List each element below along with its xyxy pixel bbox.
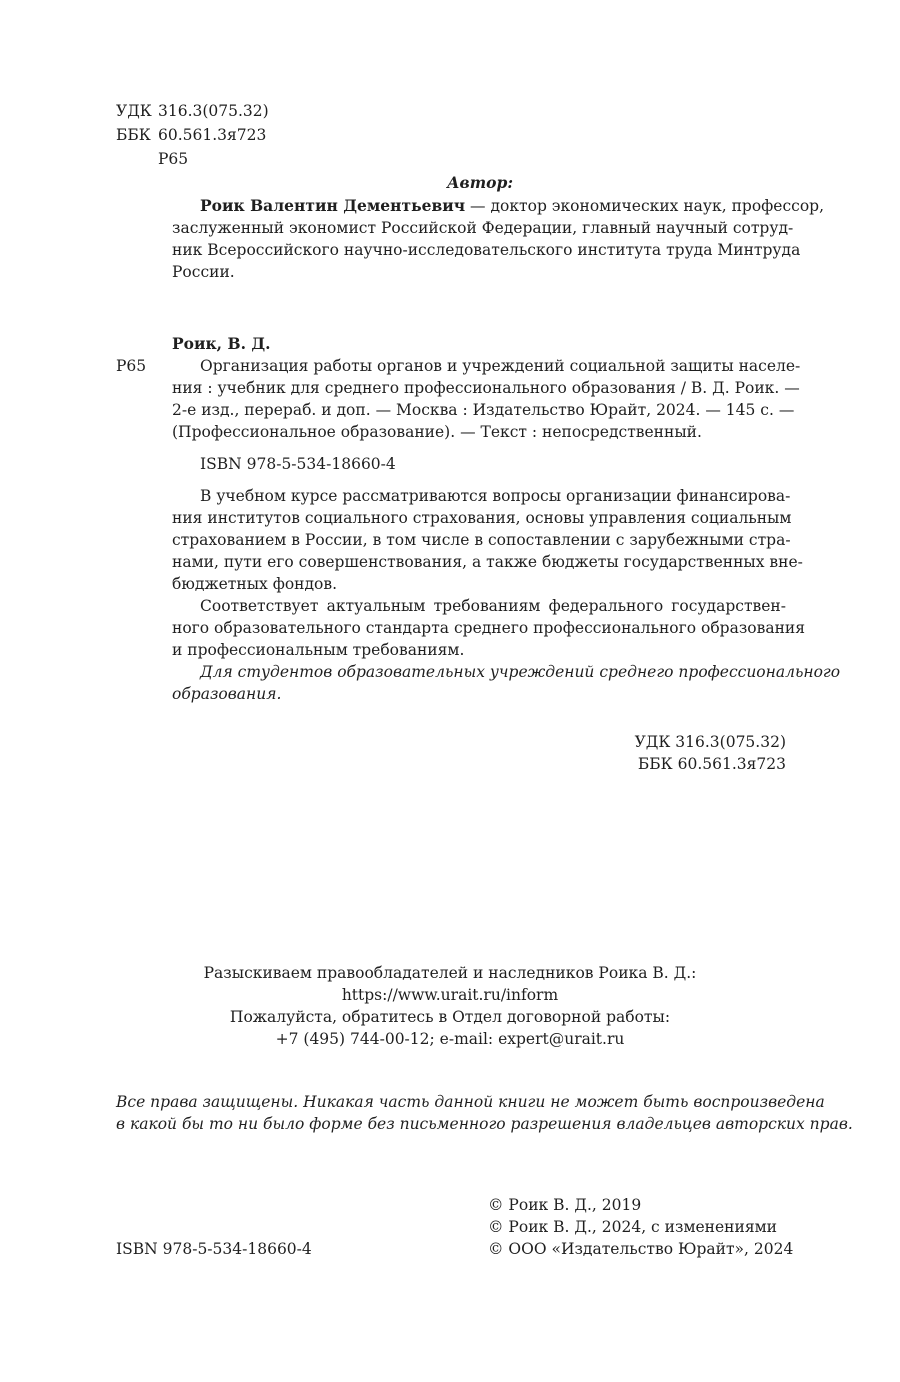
bbk-value: 60.561.3я723	[158, 126, 267, 144]
copyright-line-2: в какой бы то ни было форме без письменного разрешения владельцев авторских прав.	[116, 1115, 853, 1133]
author-heading: Автор:	[446, 173, 514, 192]
author-line-4: России.	[172, 263, 235, 281]
author-line-2: заслуженный экономист Российской Федерации, главный научный сотруд-	[172, 219, 794, 237]
author-mark: Р65	[158, 150, 189, 168]
copyright-urait: © ООО «Издательство Юрайт», 2024	[488, 1240, 794, 1258]
rights-url: https://www.urait.ru/inform	[341, 986, 559, 1004]
udk-classification	[116, 99, 269, 171]
bib-mark: Р65	[116, 357, 147, 375]
annotation-p2-line-1: Соответствует актуальным требованиям федерального государствен-	[200, 597, 786, 615]
right-index	[172, 731, 786, 775]
copyright-line-1: Все права защищены. Никакая часть данной книги не может быть воспроизведена	[116, 1093, 825, 1111]
annotation-p1-line-1: В учебном курсе рассматриваются вопросы организации финансирова-	[200, 487, 791, 505]
right-udk: УДК 316.3(075.32)	[634, 733, 786, 751]
annotation-p3-line-2: образования.	[172, 685, 282, 703]
rights-line-3: Пожалуйста, обратитесь в Отдел договорной работы:	[229, 1008, 671, 1026]
annotation-p2-line-2: ного образовательного стандарта среднего профессионального образования	[172, 619, 806, 637]
annotation-p1-line-3: страхованием в России, в том числе в сопоставлении с зарубежными стра-	[172, 531, 791, 549]
rights-holders-notice	[0, 962, 900, 1050]
copyright-2019: © Роик В. Д., 2019	[488, 1196, 642, 1214]
annotation-p3-line-1: Для студентов образовательных учреждений среднего профессионального	[200, 663, 841, 681]
annotation-paragraph-3	[172, 661, 841, 705]
bib-description	[172, 355, 801, 443]
author-line-3: ник Всероссийского научно-исследовательского института труда Минтруда	[172, 241, 801, 259]
rights-contacts: +7 (495) 744-00-12; e-mail: expert@urait.ru	[275, 1030, 625, 1048]
bbk-label: ББК	[116, 126, 151, 144]
footer-isbn: ISBN 978-5-534-18660-4	[116, 1240, 312, 1258]
annotation-p1-line-2: ния институтов социального страхования, основы управления социальным	[172, 509, 792, 527]
right-bbk: ББК 60.561.3я723	[637, 755, 786, 773]
author-line-1: — доктор экономических наук, профессор,	[465, 197, 825, 215]
bib-line-1: Организация работы органов и учреждений социальной защиты населе-	[200, 357, 801, 375]
bib-line-2: ния : учебник для среднего профессионального образования / В. Д. Роик. —	[172, 379, 800, 397]
annotation-p2-line-3: и профессиональным требованиям.	[172, 641, 465, 659]
rights-line-1: Разыскиваем правообладателей и наследников Роика В. Д.:	[203, 964, 697, 982]
copyright-notice	[116, 1091, 853, 1135]
annotation-p1-line-5: бюджетных фондов.	[172, 575, 338, 593]
copyright-2024: © Роик В. Д., 2024, с изменениями	[488, 1218, 778, 1236]
annotation-paragraph-1	[172, 485, 803, 595]
footer-copyrights	[488, 1194, 793, 1260]
bib-author-heading: Роик, В. Д.	[172, 334, 271, 353]
bib-line-4: (Профессиональное образование). — Текст : непосредственный.	[172, 423, 702, 441]
bib-isbn: ISBN 978-5-534-18660-4	[200, 455, 396, 473]
annotation-paragraph-2	[172, 595, 806, 661]
udk-value: 316.3(075.32)	[158, 102, 269, 120]
bib-line-3: 2-е изд., перераб. и доп. — Москва : Издательство Юрайт, 2024. — 145 с. —	[172, 401, 795, 419]
udk-label: УДК	[116, 102, 152, 120]
author-description	[172, 195, 825, 283]
annotation-p1-line-4: нами, пути его совершенствования, а также бюджеты государственных вне-	[172, 553, 803, 571]
author-name: Роик Валентин Дементьевич	[200, 196, 466, 215]
